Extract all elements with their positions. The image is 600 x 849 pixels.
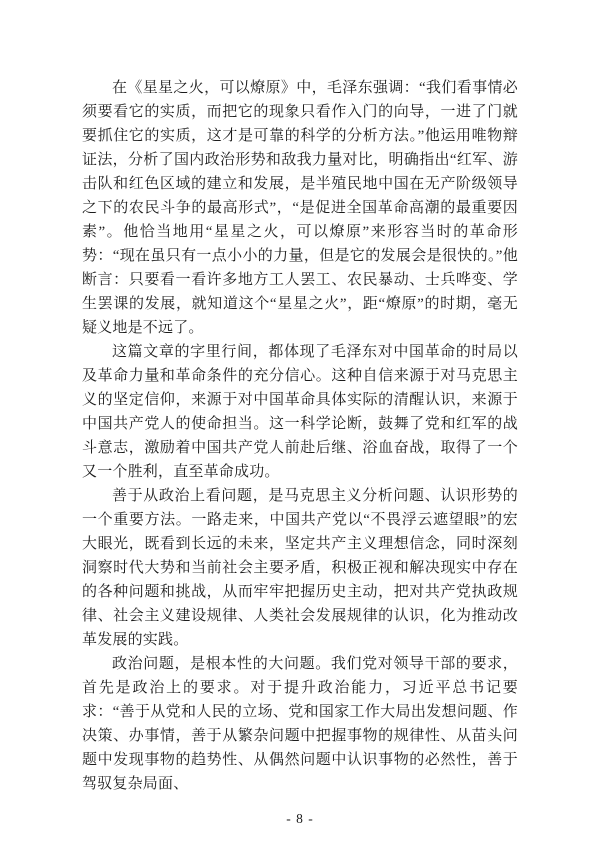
paragraph-3: 善于从政治上看问题，是马克思主义分析问题、认识形势的一个重要方法。一路走来，中国共产党以“不畏浮云遮望眼”的宏大眼光，既看到长远的未来，坚定共产主义理想信念，同时深刻洞察时代大势和当前社会主要矛盾，积极正视和解决现实中存在的各种问题和挑战，从而牢牢把握历史主动，把对共产党执政规律、社会主义建设规律、人类社会发展规律的认识，化为推动改革发展的实践。 (82, 488, 518, 648)
paragraph-1: 在《星星之火，可以燎原》中，毛泽东强调：“我们看事情必须要看它的实质，而把它的现象只看作入门的向导，一进了门就要抓住它的实质，这才是可靠的科学的分析方法。”他运用唯物辩证法，分析了国内政治形势和敌我力量对比，明确指出“红军、游击队和红色区域的建立和发展，是半殖民地中国在无产阶级领导之下的农民斗争的最高形式”，“是促进全国革命高潮的最重要因素”。他恰当地用“星星之火，可以燎原”来形容当时的革命形势：“现在虽只有一点小小的力量，但是它的发展会是很快的。”他断言：只要看一看许多地方工人罢工、农民暴动、士兵哗变、学生罢课的发展，就知道这个“星星之火”，距“燎原”的时期，毫无疑义地是不远了。 (82, 80, 518, 336)
paragraph-4: 政治问题，是根本性的大问题。我们党对领导干部的要求，首先是政治上的要求。对于提升政治能力，习近平总书记要求：“善于从党和人民的立场、党和国家工作大局出发想问题、作决策、办事情，善于从繁杂问题中把握事物的规律性、从苗头问题中发现事物的趋势性、从偶然问题中认识事物的必然性，善于驾驭复杂局面、 (82, 656, 518, 792)
page-number: - 8 - (286, 811, 314, 826)
body-text (82, 76, 518, 796)
paragraph-2: 这篇文章的字里行间，都体现了毛泽东对中国革命的时局以及革命力量和革命条件的充分信心。这种自信来源于对马克思主义的坚定信仰，来源于对中国革命具体实际的清醒认识，来源于中国共产党人的使命担当。这一科学论断，鼓舞了党和红军的战斗意志，激励着中国共产党人前赴后继、浴血奋战，取得了一个又一个胜利，直至革命成功。 (82, 344, 518, 480)
